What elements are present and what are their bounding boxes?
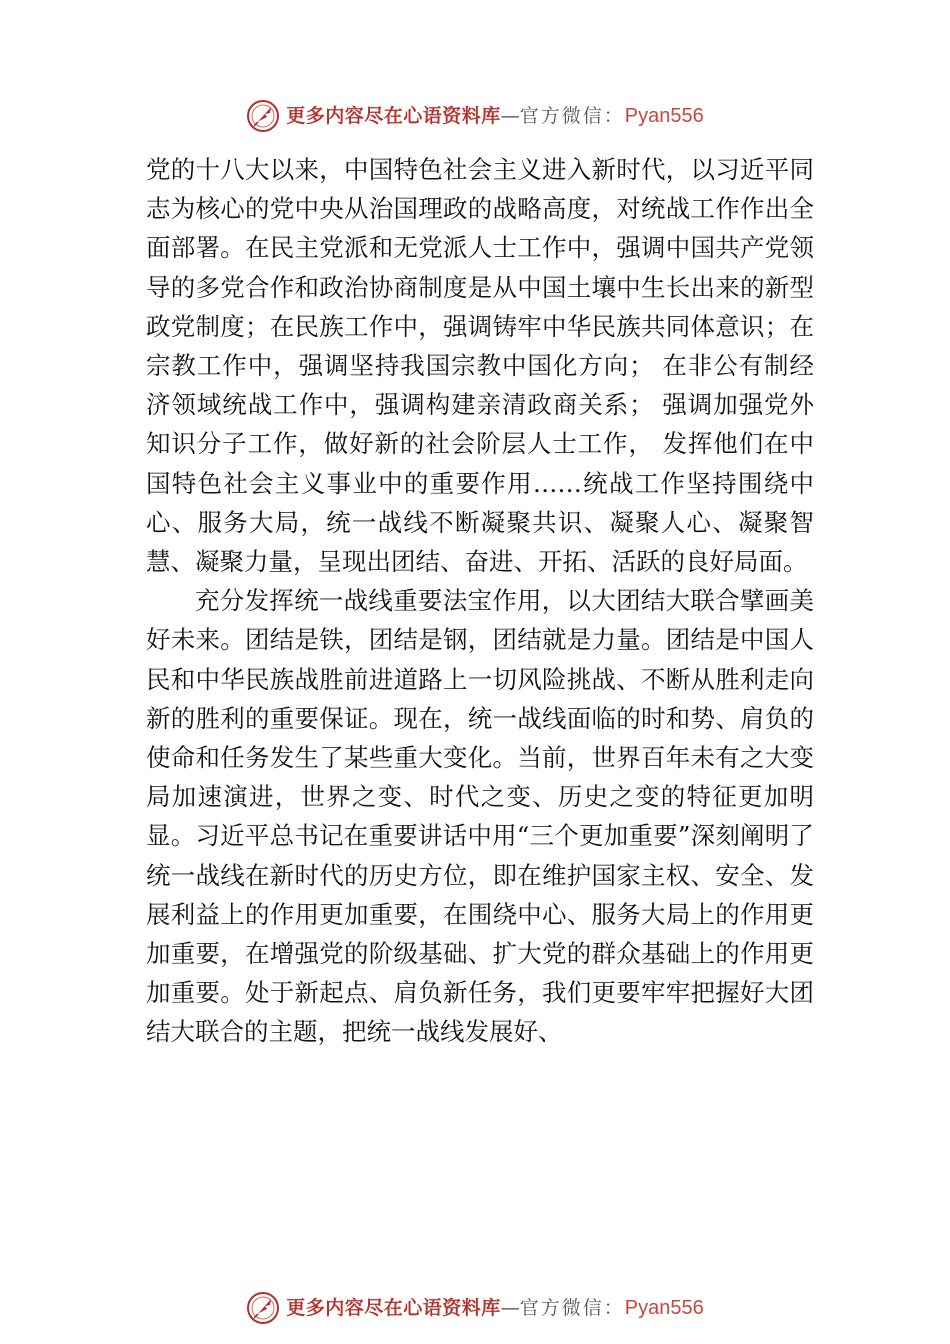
header-brand: 更多内容尽在心语资料库 (286, 105, 501, 127)
footer-text (286, 1296, 704, 1320)
document-body (146, 150, 814, 1052)
paragraph-1: 党的十八大以来，中国特色社会主义进入新时代，以习近平同志为核心的党中央从治国理政的战略高度，对统战工作作出全面部署。在民主党派和无党派人士工作中，强调中国共产党领导的多党合作和政治协商制度是从中国土壤中生长出来的新型政党制度；在民族工作中，强调铸牢中华民族共同体意识；在宗教工作中，强调坚持我国宗教中国化方向； 在非公有制经济领域统战工作中，强调构建亲清政商关系； 强调加强党外知识分子工作，做好新的社会阶层人士工作， 发挥他们在中国特色社会主义事业中的重要作用……统战工作坚持围绕中心、服务大局，统一战线不断凝聚共识、凝聚人心、凝聚智慧、凝聚力量，呈现出团结、奋进、开拓、活跃的良好局面。 (146, 155, 814, 577)
footer-separator: — (500, 1297, 520, 1319)
header-text (286, 104, 704, 128)
footer-label: 官方微信： (519, 1297, 625, 1319)
quill-pen-logo-icon (246, 1291, 280, 1325)
header-banner (0, 94, 950, 138)
header-label: 官方微信： (519, 105, 625, 127)
header-handle: Pyan556 (624, 105, 704, 127)
footer-banner (0, 1286, 950, 1330)
footer-handle: Pyan556 (624, 1297, 704, 1319)
footer-brand: 更多内容尽在心语资料库 (286, 1297, 501, 1319)
quill-pen-logo-icon (246, 99, 280, 133)
header-separator: — (500, 105, 520, 127)
paragraph-2: 充分发挥统一战线重要法宝作用，以大团结大联合擘画美好未来。团结是铁，团结是钢，团结就是力量。团结是中国人民和中华民族战胜前进道路上一切风险挑战、不断从胜利走向新的胜利的重要保证。现在，统一战线面临的时和势、肩负的使命和任务发生了某些重大变化。当前，世界百年未有之大变局加速演进，世界之变、时代之变、历史之变的特征更加明显。习近平总书记在重要讲话中用“三个更加重要”深刻阐明了统一战线在新时代的历史方位，即在维护国家主权、安全、发展利益上的作用更加重要，在围绕中心、服务大局上的作用更加重要，在增强党的阶级基础、扩大党的群众基础上的作用更加重要。处于新起点、肩负新任务，我们更要牢牢把握好大团结大联合的主题，把统一战线发展好、 (146, 586, 814, 1047)
